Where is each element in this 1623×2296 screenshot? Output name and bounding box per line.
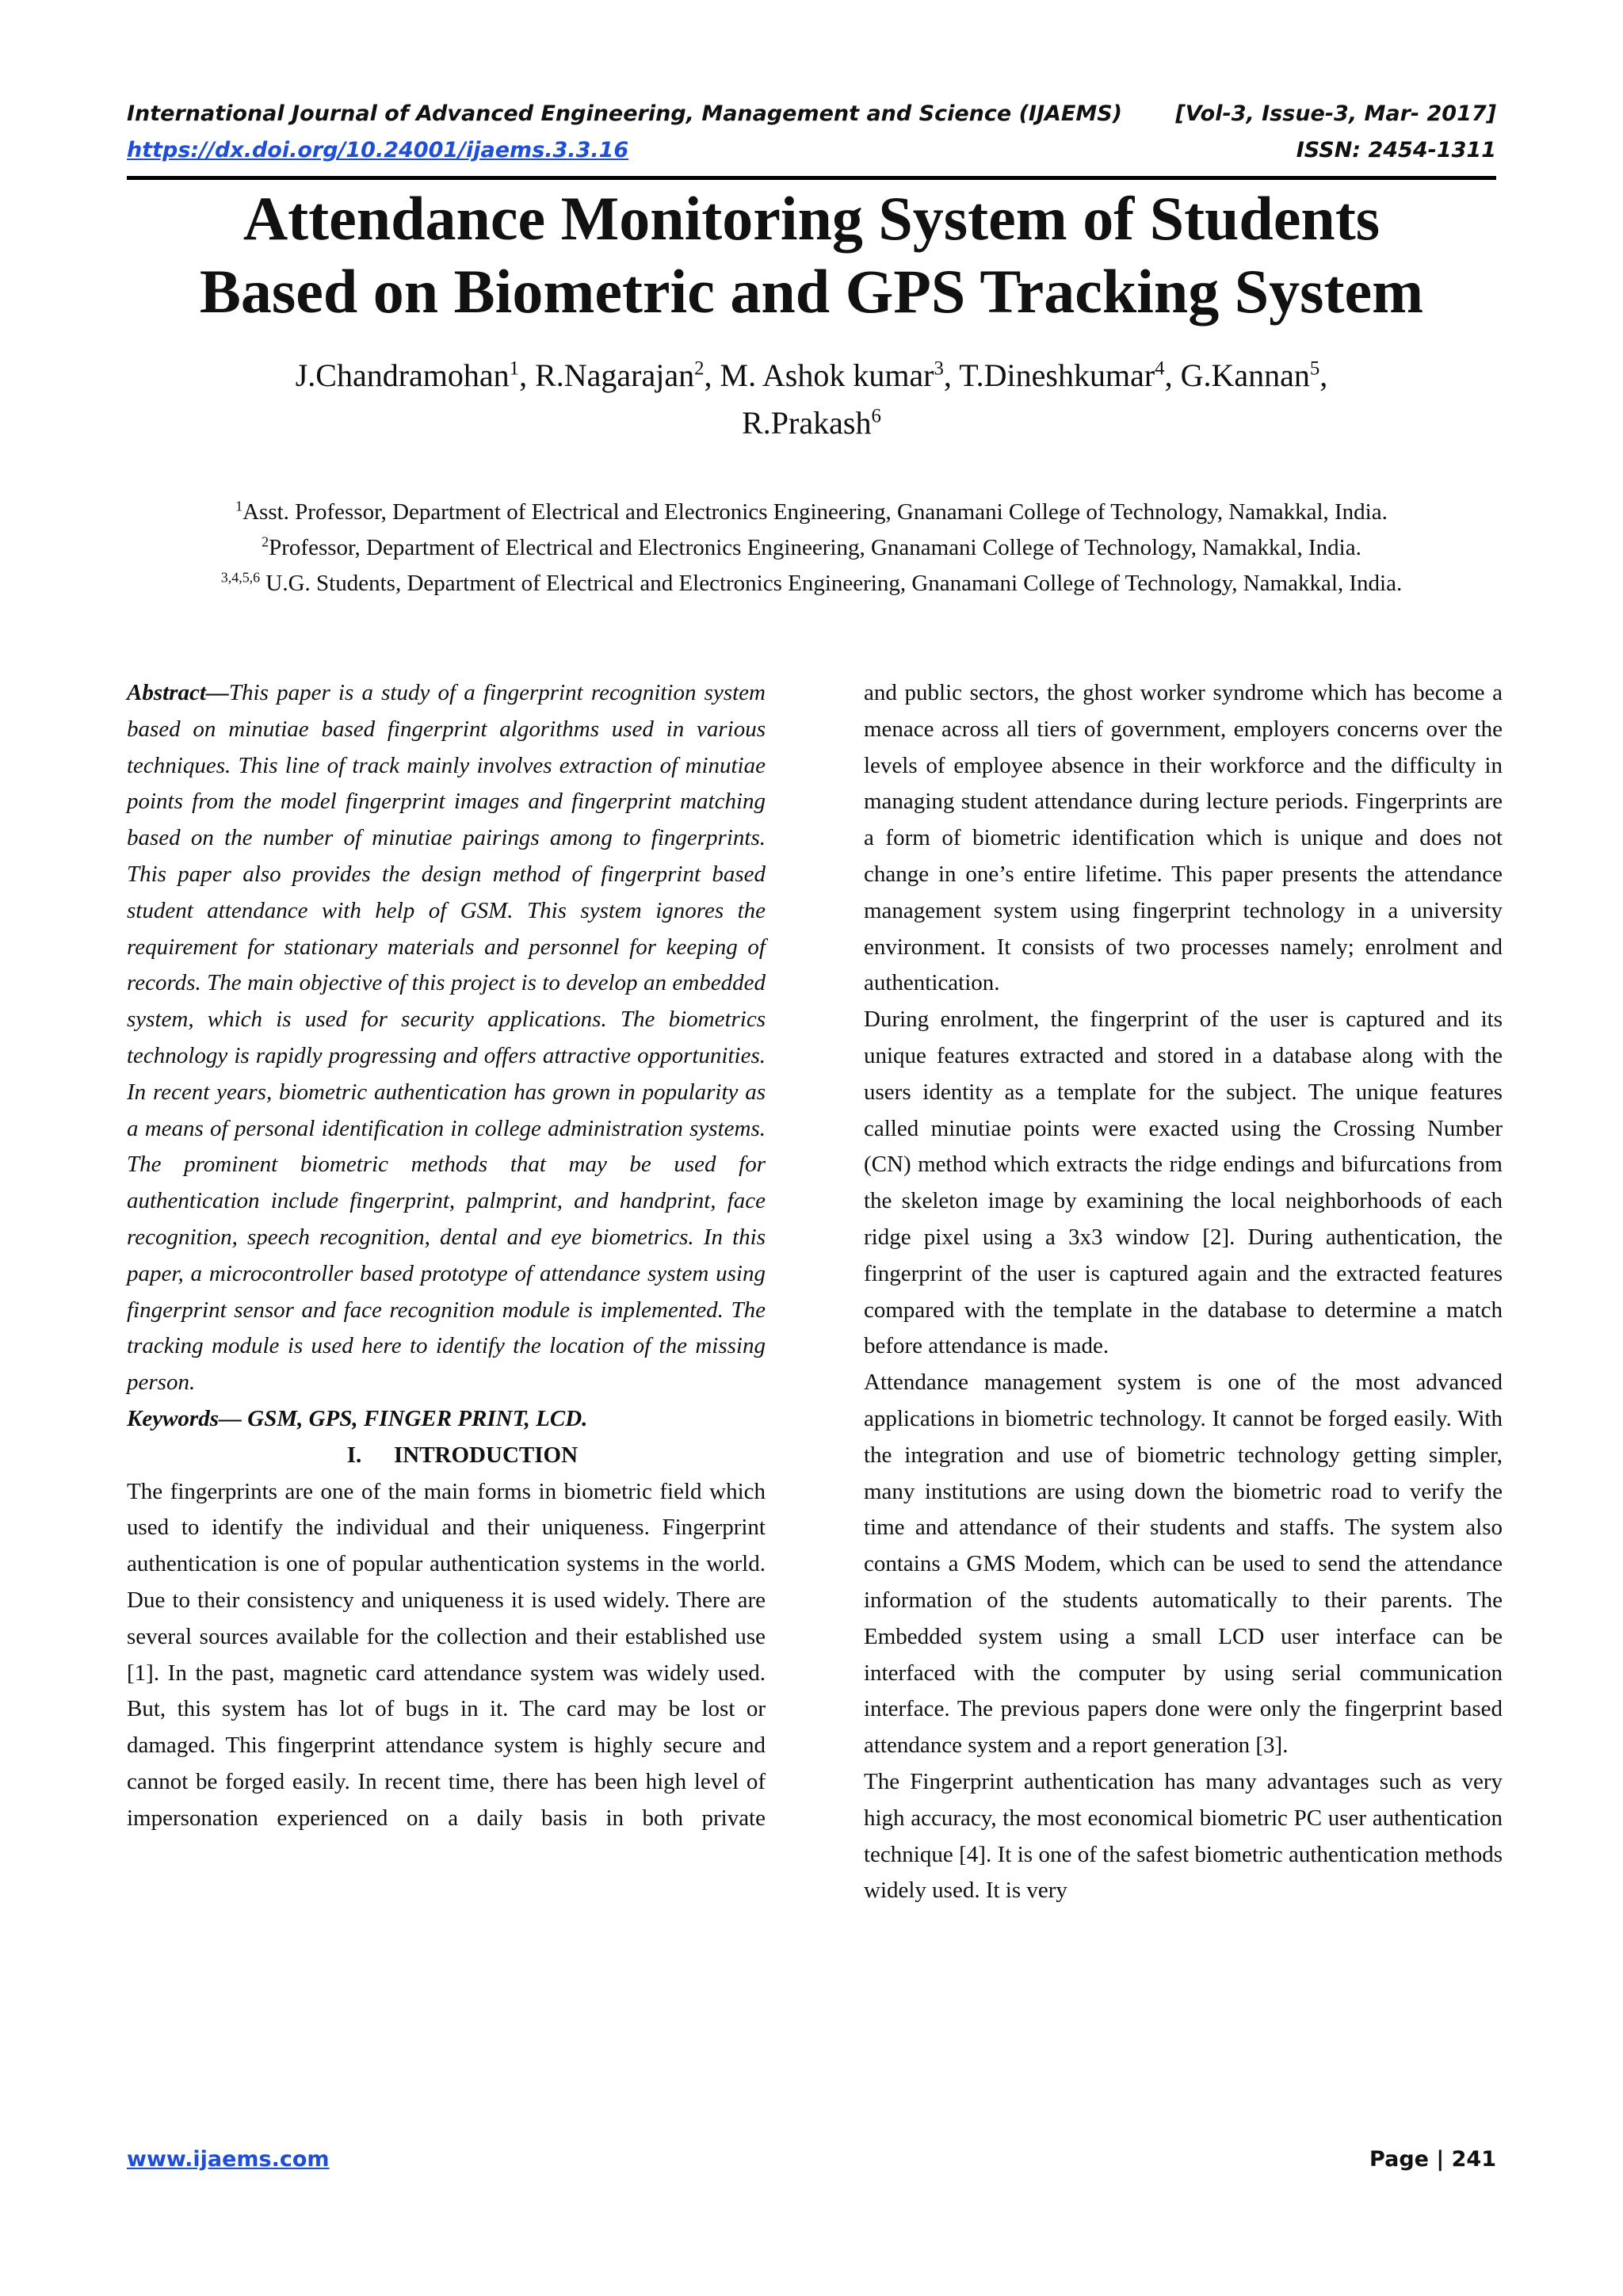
author-2-sup: 2 (694, 357, 705, 380)
affiliation-1-text: Asst. Professor, Department of Electrical and Electronics Engineering, Gnanamani College of Technology, Namakkal, India. (242, 499, 1388, 525)
affiliation-2 (119, 530, 1504, 566)
author-6: R.Prakash (742, 405, 872, 441)
intro-paragraph-1: The fingerprints are one of the main forms in biometric field which used to identify the individual and their uniqueness. Fingerprint authentication is one of popular authentication systems in the world. Due to their consistency and uniqueness it is used widely. There are several sources available for the collection and their established use [1]. In the past, magnetic card attendance system was widely used. But, this system has lot of bugs in it. The card may be lost or damaged. This fingerprint attendance system is highly secure and cannot be forged easily. In recent time, there has been high level of impersonation experienced on a daily basis in both private (127, 1478, 766, 1831)
page-footer (127, 2147, 1496, 2172)
left-column (127, 675, 766, 1837)
intro-paragraph-4: The Fingerprint authentication has many advantages such as very high accuracy, the most economical biometric PC user authentication technique [4]. It is one of the safest biometric authentication methods widely used. It is very (864, 1768, 1503, 1904)
section-heading (127, 1438, 766, 1474)
affiliation-2-sup: 2 (262, 533, 269, 550)
intro-paragraph-3: Attendance management system is one of the most advanced applications in biometric technology. It cannot be forged easily. With the integration and use of biometric technology getting simpler, many institutions are using down the biometric road to verify the time and attendance of their students and staffs. The system also contains a GMS Modem, which can be used to send the attendance information of the students automatically to their parents. The Embedded system using a small LCD user interface can be interfaced with the computer by using serial communication interface. The previous papers done were only the fingerprint based attendance system and a report generation [3]. (864, 1370, 1503, 1759)
author-4: T.Dineshkumar (959, 357, 1155, 393)
section-title: INTRODUCTION (393, 1442, 579, 1468)
affiliation-3-text: U.G. Students, Department of Electrical and Electronics Engineering, Gnanamani College of Technology, Namakkal, India. (260, 571, 1403, 596)
author-3: M. Ashok kumar (720, 357, 934, 393)
author-1-sup: 1 (509, 357, 520, 380)
doi-line (127, 138, 1496, 162)
intro-paragraph-1-continued: and public sectors, the ghost worker syndrome which has become a menace across all tiers of government, employers concerns over the levels of employee absence in their workforce and the difficulty in managing student attendance during lecture periods. Fingerprints are a form of biometric identification which is unique and does not change in one’s entire lifetime. This paper presents the attendance management system using fingerprint technology in a university environment. It consists of two processes namely; enrolment and authentication. (864, 680, 1503, 996)
author-list: J.Chandramohan$^1$, R.Nagarajan$^2$, M. Ashok kumar$^3$, T.Dineshkumar$^4$, G.Kannan$^5$, R.Prakash$^6$ (295, 357, 1328, 441)
author-5: G.Kannan (1180, 357, 1310, 393)
author-3-sup: 3 (934, 357, 944, 380)
author-1: J.Chandramohan (295, 357, 510, 393)
volume-issue: [Vol-3, Issue-3, Mar- 2017] (1175, 101, 1496, 126)
running-header (127, 101, 1496, 126)
affiliation-3 (119, 566, 1504, 602)
affiliation-1 (119, 495, 1504, 530)
abstract-dash: — (205, 680, 229, 705)
journal-website-link[interactable]: www.ijaems.com (127, 2147, 330, 2172)
intro-paragraph-2: During enrolment, the fingerprint of the user is captured and its unique features extracted and stored in a database along with the users identity as a template for the subject. The unique features called minutiae points were exacted using the Crossing Number (CN) method which extracts the ridge endings and bifurcations from the skeleton image by examining the local neighborhoods of each ridge pixel using a 3x3 window [2]. During authentication, the fingerprint of the user is captured again and the extracted features compared with the template in the database to determine a match before attendance is made. (864, 1007, 1503, 1359)
affiliation-2-text: Professor, Department of Electrical and Electronics Engineering, Gnanamani College of Technology, Namakkal, India. (269, 535, 1361, 560)
title-line-2: Based on Biometric and GPS Tracking System (199, 257, 1424, 326)
right-column (864, 675, 1503, 1909)
abstract-text: This paper is a study of a fingerprint recognition system based on minutiae based fingerprint algorithms used in various techniques. This line of track mainly involves extraction of minutiae points from the model fingerprint images and fingerprint matching based on the number of minutiae pairings among to fingerprints. This paper also provides the design method of fingerprint based student attendance with help of GSM. This system ignores the requirement for stationary materials and personnel for keeping of records. The main objective of this project is to develop an embedded system, which is used for security applications. The biometrics technology is rapidly progressing and offers attractive opportunities. In recent years, biometric authentication has grown in popularity as a means of personal identification in college administration systems. The prominent biometric methods that may be used for authentication include fingerprint, palmprint, and handprint, face recognition, speech recognition, dental and eye biometrics. In this paper, a microcontroller based prototype of attendance system using fingerprint sensor and face recognition module is implemented. The tracking module is used here to identify the location of the missing person. (127, 680, 766, 1396)
affiliations (119, 495, 1504, 602)
author-2: R.Nagarajan (535, 357, 695, 393)
paper-title (0, 182, 1623, 328)
keywords: Keywords— GSM, GPS, FINGER PRINT, LCD. (127, 1405, 588, 1431)
journal-name: International Journal of Advanced Engineering, Management and Science (IJAEMS) (127, 101, 1123, 126)
abstract-label: Abstract (127, 680, 206, 705)
doi-link[interactable]: https://dx.doi.org/10.24001/ijaems.3.3.16 (127, 138, 629, 162)
section-number: I. (346, 1442, 362, 1468)
abstract (127, 675, 766, 1401)
affiliation-1-sup: 1 (235, 498, 243, 514)
author-4-sup: 4 (1155, 357, 1165, 380)
page-number: Page | 241 (1369, 2147, 1496, 2172)
issn: ISSN: 2454-1311 (1296, 138, 1496, 162)
author-5-sup: 5 (1309, 357, 1320, 380)
affiliation-3-sup: 3,4,5,6 (220, 569, 261, 586)
header-rule (127, 176, 1496, 180)
author-6-sup: 6 (871, 405, 881, 427)
title-line-1: Attendance Monitoring System of Students (242, 184, 1381, 253)
